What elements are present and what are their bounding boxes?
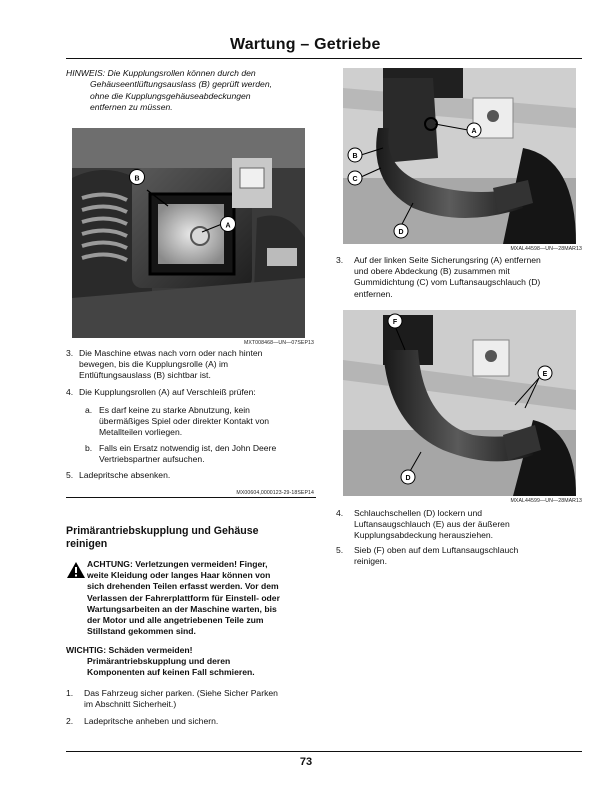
note-line-1: Die Kupplungsrollen können durch den xyxy=(107,68,256,78)
right-step-4 xyxy=(336,508,586,542)
callout-d xyxy=(394,224,408,238)
header-rule xyxy=(66,58,582,59)
important-line-3: Komponenten auf keinen Fall schmieren. xyxy=(87,667,255,678)
right-step-3-line-4: entfernen. xyxy=(354,288,393,299)
callout-a-label: A xyxy=(225,222,231,230)
step-4a-line-3: Metallteilen vorliegen. xyxy=(99,427,183,438)
step-5 xyxy=(66,470,316,481)
important-line-2: Primärantriebskupplung und deren xyxy=(87,656,231,667)
section-step-1-line-2: im Abschnitt Sicherheit.) xyxy=(84,699,177,710)
section-end-rule xyxy=(66,497,316,498)
air-intake-hose-illustration-2 xyxy=(343,310,576,496)
warning-line-5: Wartungsarbeiten an der Maschine warten, bis xyxy=(87,603,277,614)
figure-air-intake-hose-photo-2 xyxy=(343,310,576,496)
section-heading-line-2: reinigen xyxy=(66,538,108,550)
callout-f-label: F xyxy=(392,319,398,327)
right-step-5-line-2: reinigen. xyxy=(354,556,387,567)
callout-c xyxy=(348,171,362,185)
step-3-line-1: Die Maschine etwas nach vorn oder nach hinten xyxy=(79,348,263,358)
note-prefix: HINWEIS: xyxy=(66,68,106,78)
figure-1-caption: MXT008468—UN—07SEP13 xyxy=(243,340,314,346)
callout-a xyxy=(221,217,236,232)
section-step-1-line-1: Das Fahrzeug sicher parken. (Siehe Sicher Parken xyxy=(84,688,278,698)
step-4b-line-2: Vertriebspartner aufsuchen. xyxy=(99,454,205,465)
right-step-3 xyxy=(336,255,586,300)
section-heading-line-1: Primärantriebskupplung und Gehäuse xyxy=(66,525,259,537)
callout-d-label: D xyxy=(398,229,404,237)
important-notice xyxy=(66,645,316,679)
step-4b xyxy=(85,443,320,465)
clutch-housing-illustration xyxy=(72,128,305,338)
page-title: Wartung – Getriebe xyxy=(230,36,381,53)
callout-d xyxy=(401,470,415,484)
figure-3-caption: MXAL44599—UN—28MAR13 xyxy=(510,498,582,504)
right-step-4-line-2: Luftansaugschlauch (E) aus der äußeren xyxy=(354,519,510,530)
warning-line-7: Stillstand gekommen sind. xyxy=(87,626,196,637)
right-step-5-line-1: Sieb (F) oben auf dem Luftansaugschlauch xyxy=(354,545,519,555)
step-4a-line-2: übermäßiges Spiel oder direkter Kontakt von xyxy=(99,416,270,427)
note-hinweis xyxy=(66,68,316,114)
step-3-number: 3. xyxy=(66,348,74,358)
step-3-line-2: bewegen, bis die Kupplungsrolle (A) im xyxy=(79,359,229,370)
figure-air-intake-hose-photo-1 xyxy=(343,68,576,244)
step-4a-letter: a. xyxy=(85,405,93,415)
section-step-1-number: 1. xyxy=(66,688,74,698)
callout-b-label: B xyxy=(352,153,358,161)
air-intake-hose-illustration-1 xyxy=(343,68,576,244)
figure-clutch-housing-photo xyxy=(72,128,305,338)
step-5-line-1: Ladepritsche absenken. xyxy=(79,470,171,480)
step-5-number: 5. xyxy=(66,470,74,480)
step-4b-line-1: Falls ein Ersatz notwendig ist, den John Deere xyxy=(99,443,277,453)
section-step-2-line-1: Ladepritsche anheben und sichern. xyxy=(84,716,219,726)
callout-b xyxy=(348,148,362,162)
right-step-3-line-1: Auf der linken Seite Sicherungsring (A) entfernen xyxy=(354,255,541,265)
callout-f xyxy=(388,314,402,328)
section-reference-code: MX00604,0000123-29-18SEP14 xyxy=(236,490,314,496)
important-line-1: WICHTIG: Schäden vermeiden! xyxy=(66,645,193,655)
page-number: 73 xyxy=(299,756,313,768)
section-step-2-number: 2. xyxy=(66,716,74,726)
right-step-4-line-3: Kupplungsabdeckung herausziehen. xyxy=(354,530,494,541)
step-3-line-3: Entlüftungsauslass (B) sichtbar ist. xyxy=(79,370,211,381)
callout-a-label: A xyxy=(471,128,477,136)
right-step-4-line-1: Schlauchschellen (D) lockern und xyxy=(354,508,483,518)
note-line-4: entfernen zu müssen. xyxy=(90,102,173,113)
callout-d-label: D xyxy=(405,475,411,483)
step-4b-letter: b. xyxy=(85,443,93,453)
callout-b-label: B xyxy=(134,175,140,183)
callout-b xyxy=(130,170,145,185)
callout-c-label: C xyxy=(352,176,358,184)
right-step-3-line-3: Gummidichtung (C) vom Luftansaugschlauch (D) xyxy=(354,277,541,288)
warning-triangle-icon xyxy=(66,561,86,579)
callout-e-label: E xyxy=(542,371,548,379)
callout-a xyxy=(467,123,481,137)
step-4 xyxy=(66,387,316,398)
warning-line-1: ACHTUNG: Verletzungen vermeiden! Finger, xyxy=(87,559,268,569)
step-4a xyxy=(85,405,320,439)
right-step-3-line-2: und obere Abdeckung (B) zusammen mit xyxy=(354,266,510,277)
section-step-2 xyxy=(66,716,316,727)
warning-line-4: Verlassen der Fahrerplattform für Einstell- oder xyxy=(87,592,280,603)
warning-line-6: der Motor und alle angetriebenen Teile zum xyxy=(87,615,264,626)
step-4-line-1: Die Kupplungsrollen (A) auf Verschleiß prüfen: xyxy=(79,387,256,397)
section-heading xyxy=(66,525,316,551)
figure-2-caption: MXAL44598—UN—28MAR13 xyxy=(510,246,582,252)
warning-line-2: weite Kleidung oder langes Haar können von xyxy=(87,570,271,581)
footer-rule xyxy=(66,751,582,752)
right-step-4-number: 4. xyxy=(336,508,344,518)
step-4a-line-1: Es darf keine zu starke Abnutzung, kein xyxy=(99,405,250,415)
section-step-1 xyxy=(66,688,326,710)
note-line-2: Gehäuseentlüftungsauslass (B) geprüft werden, xyxy=(90,79,273,90)
right-step-3-number: 3. xyxy=(336,255,344,265)
right-step-5 xyxy=(336,545,586,567)
warning-text xyxy=(87,559,319,637)
right-step-5-number: 5. xyxy=(336,545,344,555)
step-3 xyxy=(66,348,316,382)
step-4-number: 4. xyxy=(66,387,74,397)
callout-e xyxy=(538,366,552,380)
warning-line-3: sich drehenden Teilen erfasst werden. Vor dem xyxy=(87,581,279,592)
note-line-3: ohne die Kupplungsgehäuseabdeckungen xyxy=(90,90,251,101)
